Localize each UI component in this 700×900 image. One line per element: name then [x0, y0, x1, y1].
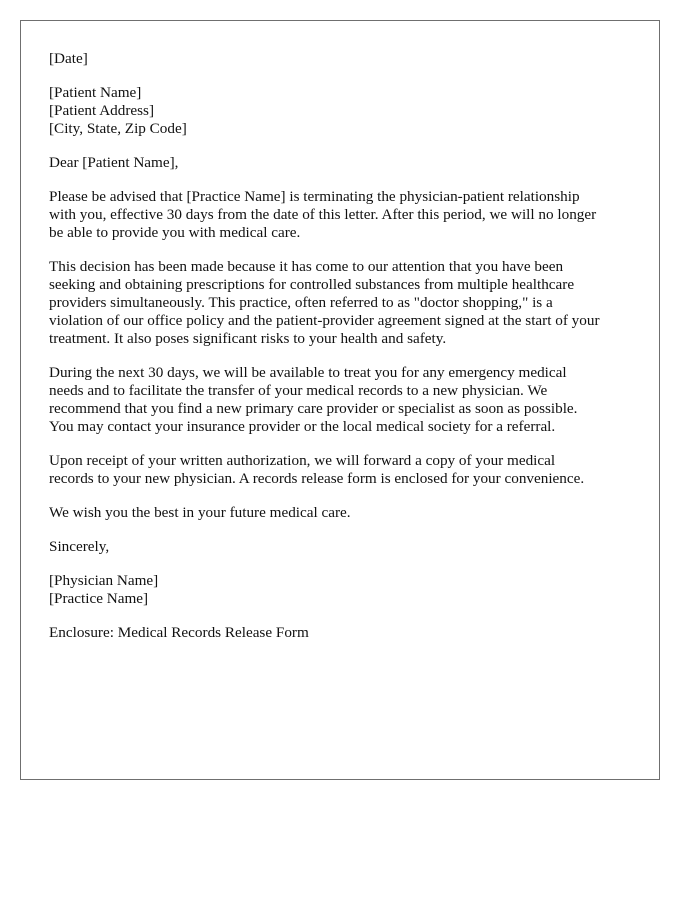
salutation — [49, 154, 631, 172]
closing-text: Sincerely, — [49, 538, 110, 555]
signature-block — [49, 572, 631, 608]
date-line: [Date] — [49, 50, 88, 67]
enclosure-note — [49, 624, 631, 642]
paragraph-line: During the next 30 days, we will be available to treat you for any emergency medical — [49, 364, 567, 381]
paragraph-line: with you, effective 30 days from the date of this letter. After this period, we will no longer — [49, 206, 597, 223]
enclosure-text: Enclosure: Medical Records Release Form — [49, 624, 309, 641]
closing — [49, 538, 631, 556]
paragraph-line: be able to provide you with medical care. — [49, 224, 301, 241]
paragraph-well-wishes — [49, 504, 631, 522]
signature-physician-name: [Physician Name] — [49, 572, 159, 589]
paragraph-records-release — [49, 452, 631, 488]
paragraph-transition-care — [49, 364, 631, 436]
paragraph-line: This decision has been made because it has come to our attention that you have been — [49, 258, 564, 275]
recipient-name: [Patient Name] — [49, 84, 142, 101]
letter-date — [49, 50, 631, 68]
recipient-address: [Patient Address] — [49, 102, 155, 119]
paragraph-line: recommend that you find a new primary care provider or specialist as soon as possible. — [49, 400, 578, 417]
recipient-block — [49, 84, 631, 138]
paragraph-reason — [49, 258, 631, 348]
paragraph-line: You may contact your insurance provider or the local medical society for a referral. — [49, 418, 556, 435]
paragraph-termination-notice — [49, 188, 631, 242]
recipient-city-state-zip: [City, State, Zip Code] — [49, 120, 187, 137]
letter-page — [20, 20, 660, 780]
paragraph-line: Upon receipt of your written authorization, we will forward a copy of your medical — [49, 452, 556, 469]
paragraph-line: treatment. It also poses significant risks to your health and safety. — [49, 330, 447, 347]
paragraph-line: seeking and obtaining prescriptions for controlled substances from multiple healthcare — [49, 276, 575, 293]
paragraph-line: providers simultaneously. This practice, often referred to as "doctor shopping," is a — [49, 294, 553, 311]
paragraph-line: records to your new physician. A records release form is enclosed for your convenience. — [49, 470, 585, 487]
paragraph-line: violation of our office policy and the patient-provider agreement signed at the start of your — [49, 312, 600, 329]
paragraph-line: needs and to facilitate the transfer of your medical records to a new physician. We — [49, 382, 548, 399]
paragraph-line: We wish you the best in your future medical care. — [49, 504, 351, 521]
paragraph-line: Please be advised that [Practice Name] is terminating the physician-patient relationship — [49, 188, 580, 205]
signature-practice-name: [Practice Name] — [49, 590, 149, 607]
salutation-text: Dear [Patient Name], — [49, 154, 179, 171]
